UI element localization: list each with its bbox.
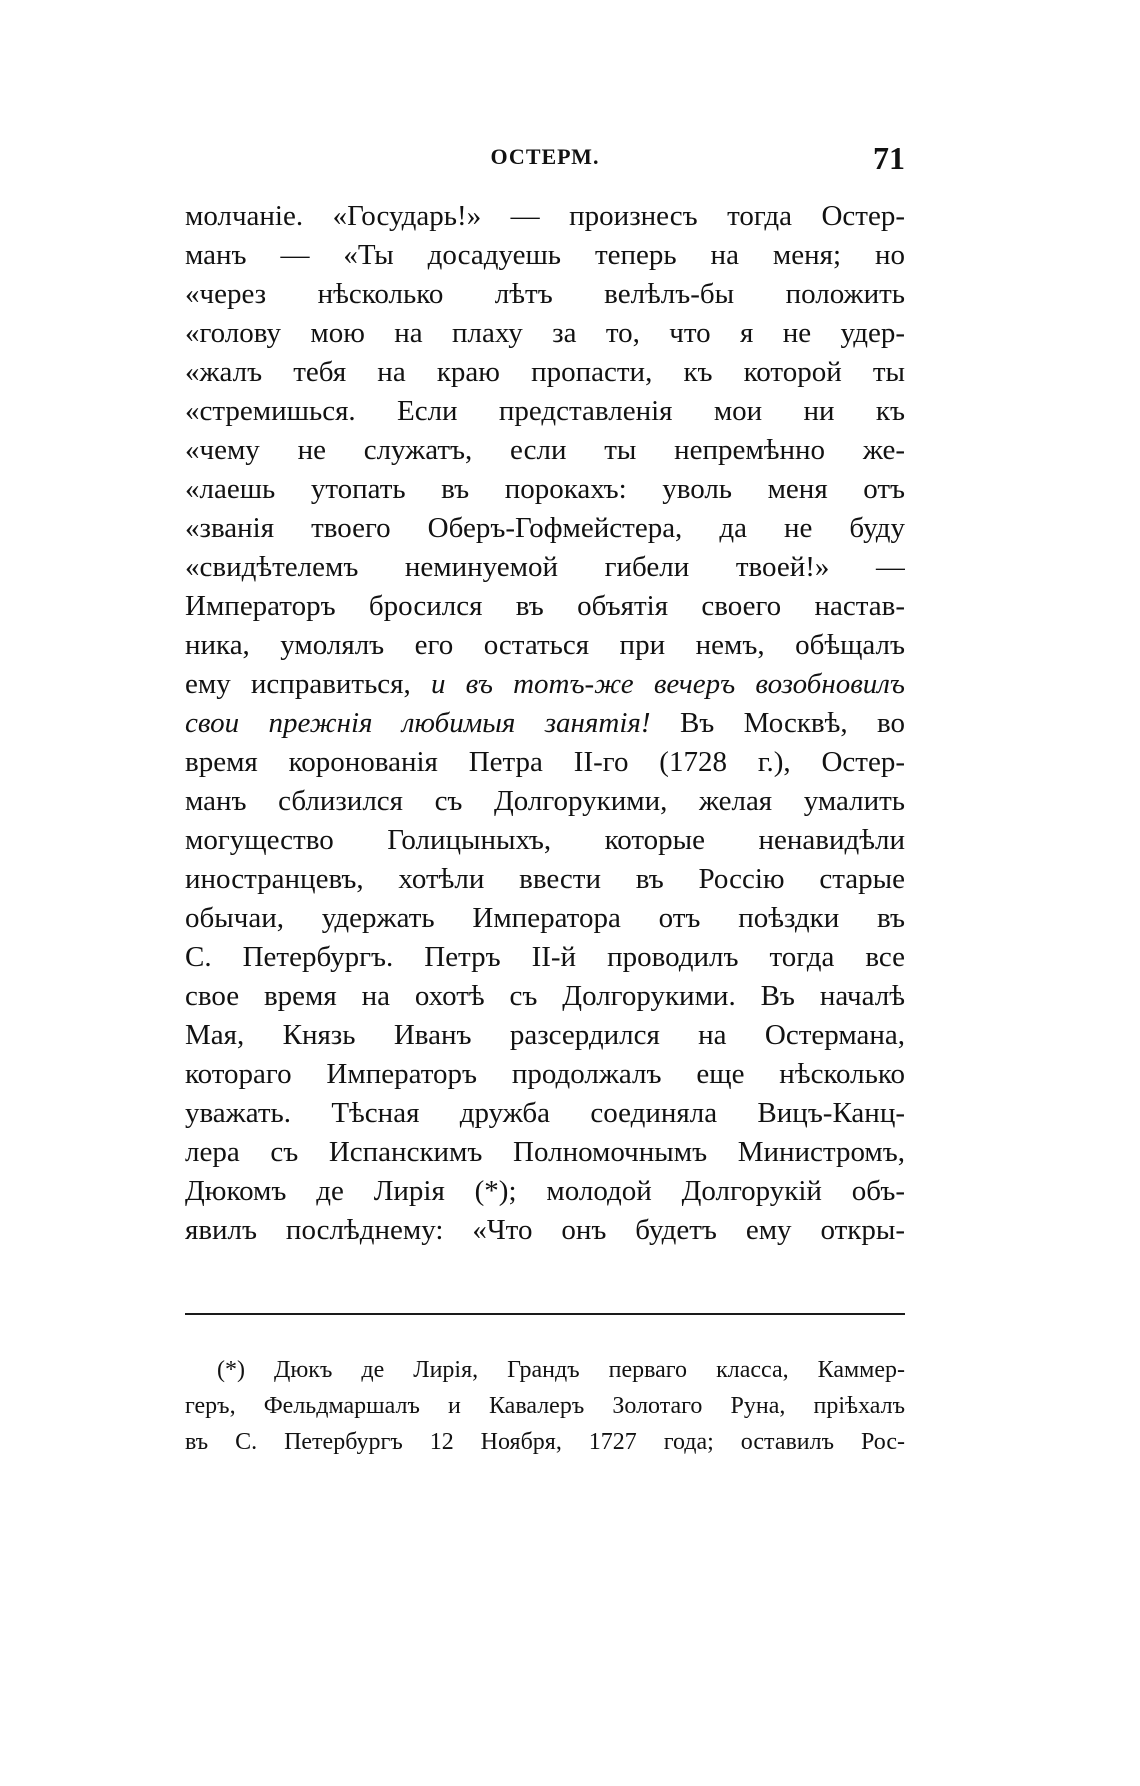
text-line [185, 704, 905, 743]
page-number: 71 [873, 140, 905, 176]
text-line: «через нѣсколько лѣтъ велѣлъ-бы положить [185, 278, 905, 310]
text-line: «чему не служатъ, если ты непремѣнно же- [185, 434, 905, 466]
text-line: Мая, Князь Иванъ разсердился на Остермана, [185, 1019, 905, 1051]
footnote-rule [185, 1313, 905, 1315]
text-line: уважать. Тѣсная дружба соединяла Вицъ-Канц- [185, 1097, 905, 1129]
text-line: молчаніе. «Государь!» — произнесъ тогда Остер- [185, 200, 905, 232]
italic-segment: и въ тотъ-же вечеръ возобновилъ [430, 668, 905, 700]
footnote [185, 1352, 905, 1460]
text-line: могущество Голицыныхъ, которые ненавидѣли [185, 824, 905, 856]
text-line [185, 665, 905, 704]
text-line: манъ сблизился съ Долгорукими, желая умалить [185, 785, 905, 817]
text-line: свое время на охотѣ съ Долгорукими. Въ началѣ [185, 980, 905, 1012]
text-line: иностранцевъ, хотѣли ввести въ Россію старые [185, 863, 905, 895]
text-line: «лаешь утопать въ порокахъ: уволь меня отъ [185, 473, 905, 505]
text-line: лера съ Испанскимъ Полномочнымъ Министромъ, [185, 1136, 905, 1168]
body-text [185, 197, 905, 1250]
text-line: «званія твоего Оберъ-Гофмейстера, да не буду [185, 512, 905, 544]
text-line: «голову мою на плаху за то, что я не удер- [185, 317, 905, 349]
text-line: явилъ послѣднему: «Что онъ будетъ ему откры- [185, 1214, 905, 1246]
text-line: «стремишься. Если представленія мои ни къ [185, 395, 905, 427]
text-line: «жалъ тебя на краю пропасти, къ которой ты [185, 356, 905, 388]
text-segment: ему исправиться, [185, 668, 431, 700]
text-line: котораго Императоръ продолжалъ еще нѣсколько [185, 1058, 905, 1090]
text-line: Дюкомъ де Лирія (*); молодой Долгорукій объ- [185, 1175, 905, 1207]
text-line: время коронованія Петра II-го (1728 г.), Остер- [185, 746, 905, 778]
running-title: ОСТЕРМ. [490, 144, 600, 169]
text-line: С. Петербургъ. Петръ II-й проводилъ тогда все [185, 941, 905, 973]
text-segment: Въ Москвѣ, во [650, 707, 905, 739]
italic-segment: свои прежнія любимыя занятія! [185, 707, 651, 739]
text-line: Императоръ бросился въ объятія своего настав- [185, 590, 905, 622]
footnote-line: въ С. Петербургъ 12 Ноября, 1727 года; оставилъ Рос- [185, 1429, 905, 1455]
text-line: «свидѣтелемъ неминуемой гибели твоей!» — [185, 551, 905, 583]
footnote-line: (*) Дюкъ де Лирія, Грандъ перваго класса, Каммер- [217, 1357, 905, 1383]
text-line: обычаи, удержать Императора отъ поѣздки въ [185, 902, 905, 934]
running-head [185, 140, 905, 180]
text-line: манъ — «Ты досадуешь теперь на меня; но [185, 239, 905, 271]
text-line: ника, умолялъ его остаться при немъ, обѣщалъ [185, 629, 905, 661]
footnote-line: геръ, Фельдмаршалъ и Кавалеръ Золотаго Руна, прiѣхалъ [185, 1393, 905, 1419]
